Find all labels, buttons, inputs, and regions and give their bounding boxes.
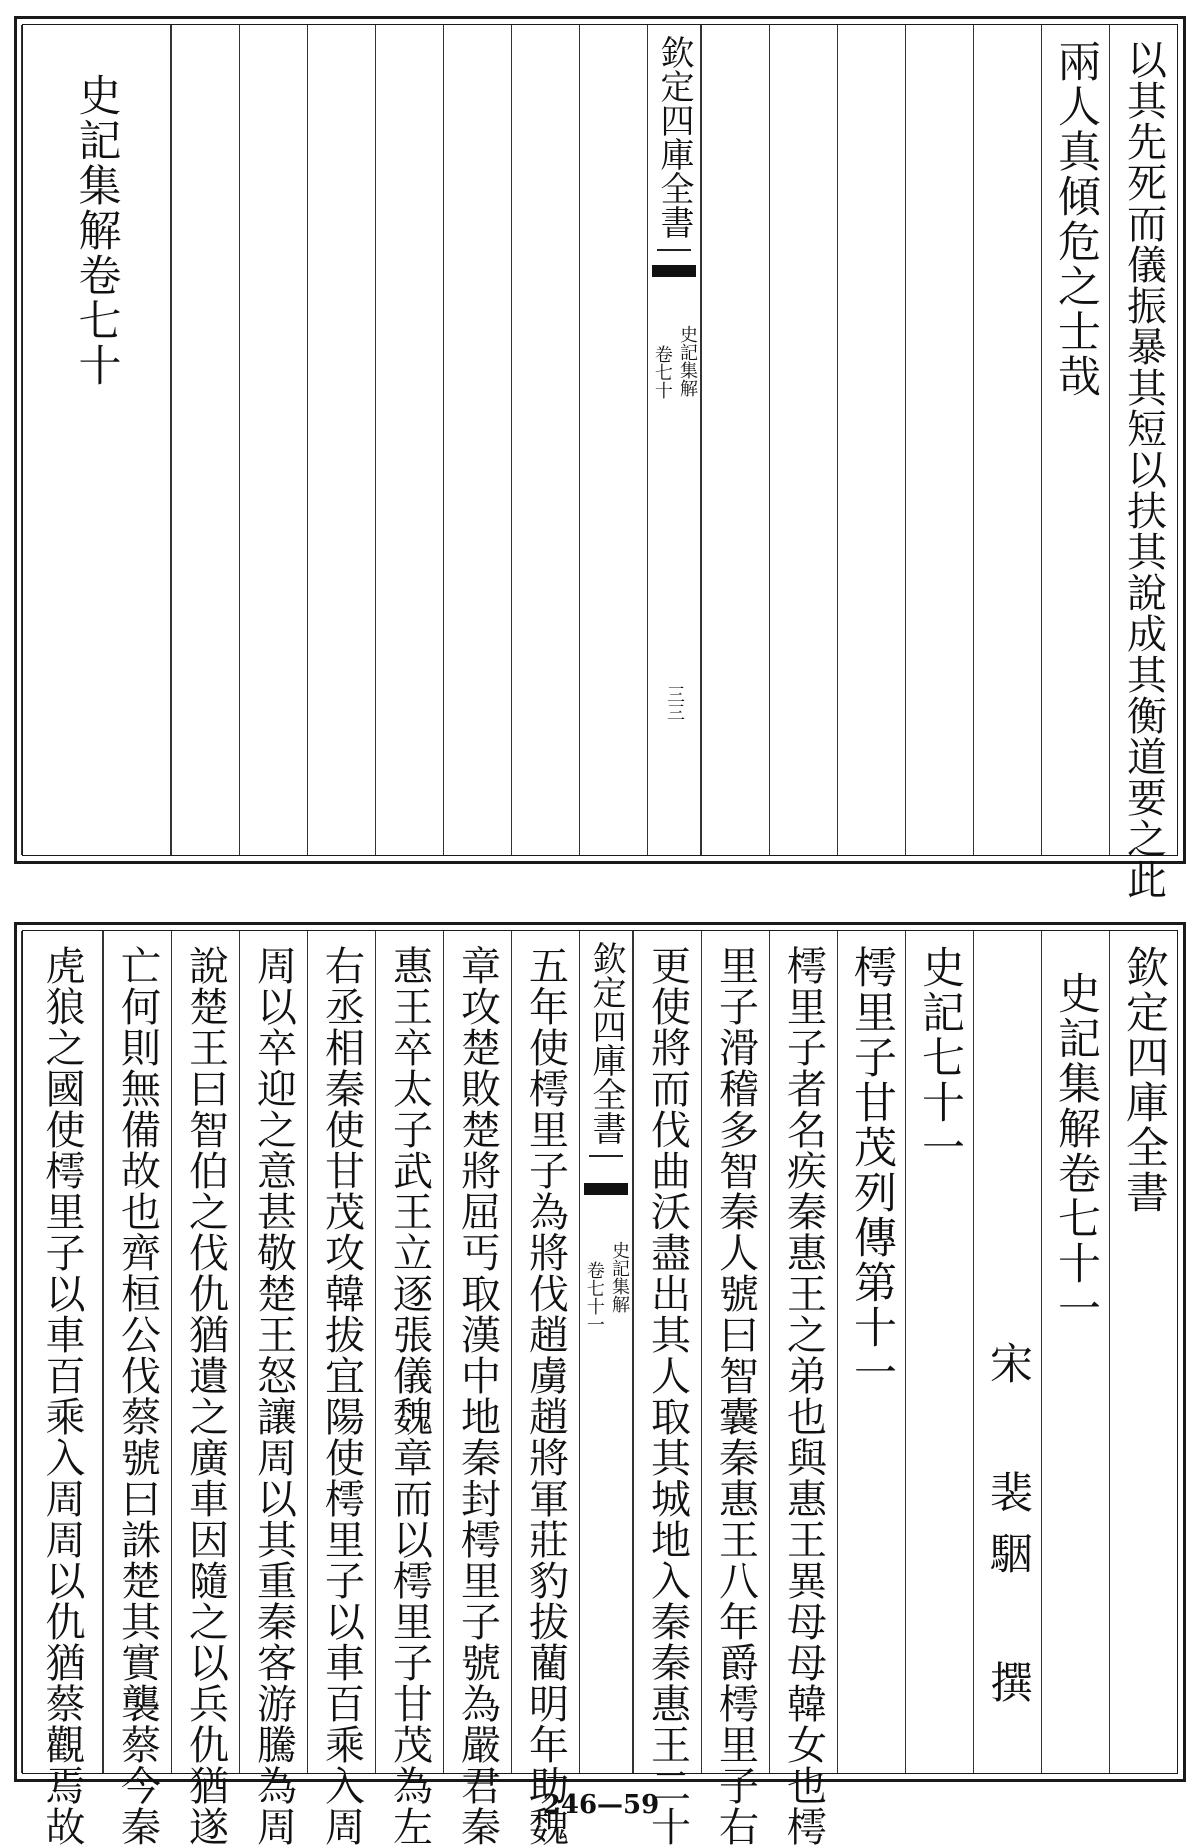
text-column: 章攻楚敗楚將屈丐取漢中地秦封樗里子號為嚴君秦 (454, 945, 501, 1847)
bottom-col-9 (443, 931, 511, 1847)
text-column: 五年使樗里子為將伐趙虜趙將軍莊豹拔藺明年助魏 (522, 945, 569, 1847)
text-column: 欽定四庫全書 (1119, 945, 1169, 1215)
text-column: 說楚王曰智伯之伐仇猶遺之廣車因隨之以兵仇猶遂 (182, 945, 229, 1847)
top-center-fold (647, 25, 701, 855)
center-title: 欽定四庫全書 (589, 941, 623, 1157)
text-column: 史記集解卷七十 (71, 73, 122, 388)
bottom-col-13 (171, 931, 239, 1847)
bottom-col-7 (633, 931, 701, 1847)
top-col-12 (239, 25, 307, 855)
top-col-14 (21, 25, 171, 855)
top-col-2 (973, 25, 1041, 855)
text-column: 兩人真傾危之士哉 (1051, 39, 1101, 399)
center-subtitle: 史記集解 (609, 1241, 630, 1313)
center-title: 欽定四庫全書 (657, 35, 691, 251)
text-column: 史記集解卷七十一 (1051, 971, 1101, 1331)
bottom-col-11 (307, 931, 375, 1847)
bottom-col-10 (375, 931, 443, 1847)
top-col-1 (1041, 25, 1109, 855)
bottom-col-5 (769, 931, 837, 1847)
top-col-4 (837, 25, 905, 855)
text-column: 惠王卒太子武王立逐張儀魏章而以樗里子甘茂為左 (386, 945, 433, 1847)
top-col-10 (375, 25, 443, 855)
center-subtitle: 史記集解 (677, 325, 698, 397)
text-column: 更使將而伐曲沃盡出其人取其城地入秦秦惠王二十 (644, 945, 691, 1847)
top-col-5 (769, 25, 837, 855)
bottom-col-12 (239, 931, 307, 1847)
bottom-col-0 (1109, 931, 1177, 1773)
bottom-col-2 (973, 931, 1041, 1773)
center-page-number: 三三 (664, 685, 685, 721)
fishtail-mark (584, 1183, 628, 1195)
bottom-col-15 (21, 931, 103, 1847)
top-page (14, 16, 1186, 900)
top-page-frame (22, 24, 1178, 900)
top-col-0 (1109, 25, 1177, 900)
top-col-9 (443, 25, 511, 855)
center-subtitle-volume: 卷七十 (651, 345, 673, 399)
bottom-col-6 (701, 931, 769, 1847)
top-col-7 (579, 25, 647, 855)
center-subtitle-volume: 卷七十一 (583, 1261, 605, 1333)
text-column: 周以卒迎之意甚敬楚王怒讓周以其重秦客游騰為周 (250, 945, 297, 1847)
text-column: 樗里子甘茂列傳第十一 (847, 945, 897, 1395)
top-col-3 (905, 25, 973, 855)
top-col-11 (307, 25, 375, 855)
top-col-6 (701, 25, 769, 855)
bottom-col-14 (103, 931, 171, 1847)
bottom-col-8 (511, 931, 579, 1847)
text-column: 史記七十一 (915, 945, 965, 1170)
bottom-center-fold (579, 931, 633, 1773)
top-col-13 (171, 25, 239, 855)
bottom-col-3 (905, 931, 973, 1773)
text-column: 右丞相秦使甘茂攻韓拔宜陽使樗里子以車百乘入周 (318, 945, 365, 1847)
text-column: 虎狼之國使樗里子以車百乘入周周以仇猶蔡觀焉故 (39, 945, 85, 1847)
bottom-col-4 (837, 931, 905, 1773)
fishtail-mark (652, 265, 696, 277)
text-column: 亡何則無備故也齊桓公伐蔡號曰誅楚其實襲蔡今秦 (114, 945, 161, 1847)
text-column: 樗里子者名疾秦惠王之弟也與惠王異母母韓女也樗 (780, 945, 827, 1847)
page-footer-number: 246—59 (542, 1790, 660, 1820)
text-column: 以其先死而儀振暴其短以扶其說成其衡道要之此 (1120, 39, 1167, 900)
text-column: 宋 裴駰 撰 (983, 1341, 1033, 1721)
text-column: 里子滑稽多智秦人號曰智囊秦惠王八年爵樗里子右 (712, 945, 759, 1847)
top-col-8 (511, 25, 579, 855)
bottom-col-1 (1041, 931, 1109, 1773)
